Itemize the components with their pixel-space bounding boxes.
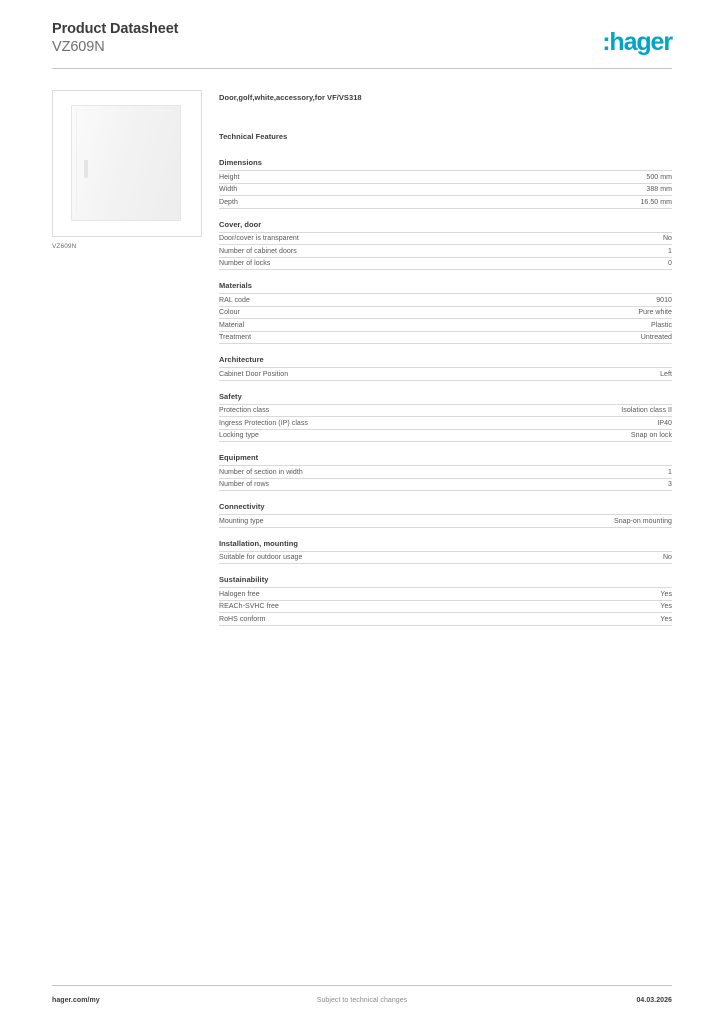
spec-value: 3 bbox=[668, 481, 672, 488]
group-title: Safety bbox=[219, 391, 242, 401]
group-title: Architecture bbox=[219, 355, 264, 364]
spec-label: Ingress Protection (IP) class bbox=[219, 419, 308, 427]
spec-row bbox=[219, 416, 672, 429]
spec-label: Protection class bbox=[219, 407, 270, 414]
spec-group-safety bbox=[219, 392, 672, 443]
spec-row bbox=[219, 170, 672, 183]
spec-value: No bbox=[662, 235, 672, 242]
content-column bbox=[219, 93, 672, 637]
spec-label: Door/cover is transparent bbox=[219, 235, 299, 242]
spec-row bbox=[219, 195, 672, 209]
spec-label: Mounting type bbox=[219, 517, 264, 525]
page-title: Product Datasheet bbox=[52, 21, 179, 37]
hager-logo: :hager bbox=[602, 28, 672, 56]
spec-group-connectivity bbox=[219, 502, 672, 528]
spec-row bbox=[219, 465, 672, 478]
spec-row bbox=[219, 244, 672, 257]
footer-divider bbox=[52, 985, 672, 986]
spec-value: Yes bbox=[660, 590, 672, 598]
spec-value: Snap on lock bbox=[630, 432, 672, 439]
spec-row bbox=[219, 612, 672, 626]
group-title: Connectivity bbox=[219, 502, 265, 511]
spec-group-cover-door bbox=[219, 220, 672, 271]
spec-value: Plastic bbox=[651, 321, 672, 329]
spec-value: Untreated bbox=[640, 334, 672, 341]
spec-row bbox=[219, 478, 672, 492]
spec-label: Material bbox=[219, 321, 245, 329]
group-title: Cover, door bbox=[219, 219, 262, 229]
spec-value: 1 bbox=[668, 468, 672, 476]
page-footer bbox=[52, 997, 672, 1009]
spec-row bbox=[219, 183, 672, 196]
product-door-edge bbox=[84, 160, 88, 178]
product-image bbox=[52, 90, 202, 237]
spec-value: 1 bbox=[668, 247, 672, 255]
spec-value: Isolation class II bbox=[621, 407, 672, 414]
spec-label: RAL code bbox=[219, 296, 250, 304]
spec-label: Treatment bbox=[219, 334, 252, 341]
spec-group-installation-mounting bbox=[219, 539, 672, 565]
group-title: Materials bbox=[219, 281, 252, 290]
spec-row bbox=[219, 306, 672, 319]
spec-label: Number of section in width bbox=[219, 468, 303, 476]
spec-value: Left bbox=[660, 370, 672, 378]
spec-group-equipment bbox=[219, 453, 672, 491]
spec-label: REACh-SVHC free bbox=[219, 603, 279, 610]
spec-group-dimensions bbox=[219, 158, 672, 209]
page-header bbox=[52, 20, 672, 62]
product-door-illustration bbox=[71, 105, 181, 221]
spec-label: Width bbox=[219, 186, 238, 193]
spec-value: 16.50 mm bbox=[640, 198, 672, 206]
footer-website-link[interactable]: hager.com/my bbox=[52, 997, 100, 1004]
spec-row bbox=[219, 331, 672, 345]
spec-row bbox=[219, 232, 672, 245]
spec-value: Snap-on mounting bbox=[613, 517, 672, 525]
spec-label: Number of locks bbox=[219, 260, 271, 267]
spec-row bbox=[219, 318, 672, 331]
title-block bbox=[52, 20, 178, 56]
header-divider bbox=[52, 68, 672, 69]
spec-label: Cabinet Door Position bbox=[219, 370, 289, 378]
spec-row bbox=[219, 404, 672, 417]
spec-label: Number of cabinet doors bbox=[219, 247, 297, 255]
spec-label: Suitable for outdoor usage bbox=[219, 554, 303, 561]
page-subtitle: VZ609N bbox=[52, 39, 105, 55]
group-title: Dimensions bbox=[219, 158, 263, 167]
group-title: Equipment bbox=[219, 453, 259, 462]
spec-label: Depth bbox=[219, 198, 238, 206]
spec-group-sustainability bbox=[219, 575, 672, 626]
spec-label: Halogen free bbox=[219, 590, 260, 598]
spec-row bbox=[219, 367, 672, 381]
spec-value: No bbox=[662, 554, 672, 561]
spec-row bbox=[219, 514, 672, 528]
footer-disclaimer: Subject to technical changes bbox=[316, 997, 408, 1004]
spec-row bbox=[219, 600, 672, 613]
spec-row bbox=[219, 429, 672, 443]
footer-date: 04.03.2026 bbox=[636, 997, 672, 1004]
product-description: Door,golf,white,accessory,for VF/VS318 bbox=[219, 93, 362, 102]
spec-label: Number of rows bbox=[219, 481, 270, 488]
spec-value: Yes bbox=[660, 615, 672, 623]
spec-value: IP40 bbox=[657, 419, 672, 427]
spec-label: RoHS conform bbox=[219, 615, 266, 623]
spec-value: Pure white bbox=[638, 309, 672, 316]
spec-label: Colour bbox=[219, 309, 240, 316]
spec-row bbox=[219, 587, 672, 600]
spec-value: 500 mm bbox=[646, 173, 672, 181]
product-image-caption: VZ609N bbox=[52, 243, 77, 250]
spec-value: Yes bbox=[660, 603, 672, 610]
technical-features-heading: Technical Features bbox=[219, 132, 288, 141]
spec-value: 388 mm bbox=[646, 186, 672, 193]
spec-value: 0 bbox=[668, 260, 672, 267]
spec-group-materials bbox=[219, 281, 672, 344]
spec-row bbox=[219, 257, 672, 271]
group-title: Installation, mounting bbox=[219, 538, 299, 548]
spec-label: Height bbox=[219, 173, 240, 181]
spec-label: Locking type bbox=[219, 432, 259, 439]
group-title: Sustainability bbox=[219, 575, 269, 584]
spec-row bbox=[219, 551, 672, 565]
spec-row bbox=[219, 293, 672, 306]
spec-group-architecture bbox=[219, 355, 672, 381]
spec-value: 9010 bbox=[656, 296, 672, 304]
